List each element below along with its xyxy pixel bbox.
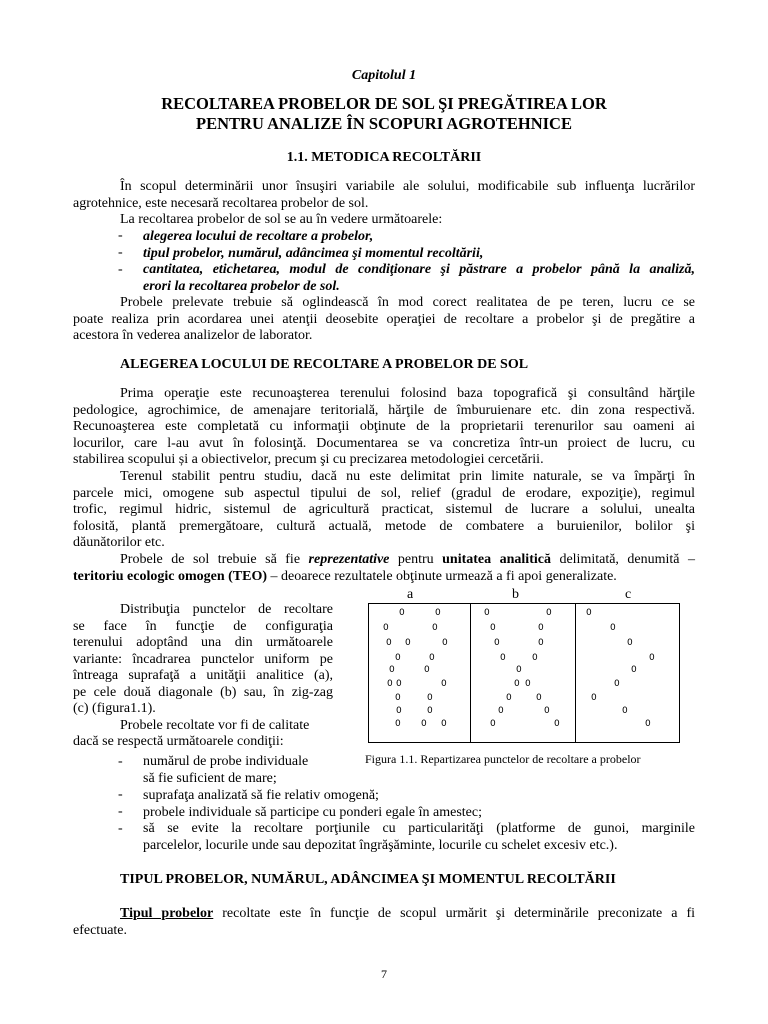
- text-run: pentru: [389, 552, 443, 567]
- emphasis-unitatea-analitica: unitatea analitică: [442, 552, 551, 567]
- sampling-point: 0: [645, 719, 651, 729]
- list-item: suprafaţa analizată să fie relativ omogenă;: [143, 788, 379, 803]
- sampling-point: 0: [484, 608, 490, 618]
- prima-paragraph: [73, 386, 695, 469]
- text-line: pe cele două diagonale (b) sau, în zig-zag: [73, 684, 333, 700]
- sampling-point: 0: [514, 679, 520, 689]
- list-dash: -: [118, 754, 123, 769]
- list-item: să se evite la recoltare porţiunile cu particularităţi (platforme de gunoi, marginile: [143, 821, 695, 836]
- text-line: terenului adoptând una din următoarele: [73, 635, 333, 650]
- chapter-title-line1: RECOLTAREA PROBELOR DE SOL ŞI PREGĂTIREA LOR: [161, 94, 607, 113]
- list-dash: -: [118, 804, 123, 819]
- list-dash: -: [118, 262, 123, 277]
- distribution-paragraph: [73, 602, 333, 751]
- text-line: pedologice, agrochimice, de amenajare teritorială, hărţile de îmburuienare etc. din zona respectivă.: [73, 402, 695, 418]
- chapter-label: Capitolul 1: [351, 68, 417, 83]
- emphasis-reprezentative: reprezentative: [308, 552, 390, 567]
- page-number: 7: [381, 967, 387, 981]
- text-line: Probele recoltate vor fi de calitate: [120, 717, 310, 733]
- text-line: folosită, plantă premergătoare, cultură actuală, metode de combatere a buruienilor, bolilor şi: [73, 518, 695, 534]
- sampling-point: 0: [427, 706, 433, 716]
- list-dash: -: [118, 245, 123, 260]
- figure-label-b: b: [512, 587, 519, 602]
- sampling-point: 0: [591, 693, 597, 703]
- sampling-point: 0: [532, 653, 538, 663]
- sampling-point: 0: [389, 665, 395, 675]
- sampling-point: 0: [427, 693, 433, 703]
- text-line: trofic, regimul hidric, sistemul de agricultură practicat, sistemul de lucrare a solului, unealta: [73, 502, 695, 517]
- sampling-point: 0: [395, 719, 401, 729]
- text-line: În scopul determinării unor însuşiri variabile ale solului, modificabile sub influenţa lucrărilor: [120, 179, 695, 194]
- sampling-point: 0: [536, 693, 542, 703]
- text-line: acestora în vederea analizelor de laborator.: [73, 328, 313, 343]
- text-line: [73, 569, 695, 586]
- text-line: agrotehnice, este necesară recoltarea probelor de sol.: [73, 195, 369, 211]
- sampling-point: 0: [383, 623, 389, 633]
- text-run: delimitată, denumită –: [550, 552, 695, 567]
- sampling-point: 0: [631, 665, 637, 675]
- sampling-point: 0: [429, 653, 435, 663]
- tipul-paragraph: [73, 906, 695, 939]
- sampling-point: 0: [396, 706, 402, 716]
- sampling-point: 0: [506, 693, 512, 703]
- sampling-point: 0: [396, 679, 402, 689]
- list-item: cantitatea, etichetarea, modul de condiţionare şi păstrare a probelor până la analiză,: [143, 262, 695, 277]
- text-line: dăunătorilor etc.: [73, 535, 165, 550]
- probe-paragraph: [73, 295, 695, 345]
- figure-divider: [470, 604, 471, 742]
- text-line: [73, 552, 695, 569]
- text-line: dacă se respectă următoarele condiţii:: [73, 734, 284, 749]
- sampling-point: 0: [554, 719, 560, 729]
- list-item: parcelelor, locurile unde sau depozitat îngrăşăminte, locurile cu schelet excesiv etc.).: [143, 838, 618, 853]
- emphasis-tipul-probelor: Tipul probelor: [120, 906, 214, 921]
- sampling-point: 0: [649, 653, 655, 663]
- text-line: Distribuţia punctelor de recoltare: [120, 602, 333, 617]
- text-line: locurilor, care l-au avut în folosinţă. Documentarea se va concretiza într-un proiect de lucru, cu: [73, 435, 695, 451]
- sampling-point: 0: [622, 706, 628, 716]
- figure-divider: [575, 604, 576, 742]
- text-line: Prima operaţie este recunoaşterea terenului folosind baza topografică şi consultând hărţile: [120, 386, 695, 401]
- intro-paragraph: [73, 179, 695, 229]
- text-line: stabilirea scopului și a obiectivelor, precum şi cu precizarea metodologiei cercetării.: [73, 452, 544, 467]
- sampling-point: 0: [435, 608, 441, 618]
- list-item: alegerea locului de recoltare a probelor,: [143, 229, 374, 244]
- figure-caption: Figura 1.1. Repartizarea punctelor de recoltare a probelor: [365, 752, 641, 766]
- sampling-point: 0: [421, 719, 427, 729]
- sampling-point: 0: [614, 679, 620, 689]
- list-dash: -: [118, 821, 123, 836]
- sampling-point: 0: [395, 693, 401, 703]
- sampling-point: 0: [544, 706, 550, 716]
- sampling-point: 0: [386, 638, 392, 648]
- list-item: tipul probelor, numărul, adâncimea şi momentul recoltării,: [143, 246, 484, 261]
- list-item: numărul de probe individuale: [143, 754, 309, 769]
- text-run: Probele de sol trebuie să fie: [120, 552, 309, 567]
- list-item: probele individuale să participe cu ponderi egale în amestec;: [143, 805, 482, 820]
- reprezentative-paragraph: [73, 552, 695, 585]
- section-heading-metodica: 1.1. METODICA RECOLTĂRII: [286, 150, 482, 165]
- sampling-point: 0: [490, 719, 496, 729]
- sampling-point: 0: [627, 638, 633, 648]
- sampling-point: 0: [490, 623, 496, 633]
- text-line: poate realiza prin acordarea unei atenţii deosebite operaţiei de recoltare a probelor şi de pregătire a: [73, 311, 695, 327]
- emphasis-teo: teritoriu ecologic omogen (TEO): [73, 568, 268, 584]
- sampling-point: 0: [610, 623, 616, 633]
- sampling-point: 0: [424, 665, 430, 675]
- section-heading-alegerea: ALEGEREA LOCULUI DE RECOLTARE A PROBELOR DE SOL: [120, 357, 529, 372]
- sampling-point: 0: [586, 608, 592, 618]
- text-line: se face în funcţie de configuraţia: [73, 618, 333, 634]
- sampling-point: 0: [525, 679, 531, 689]
- text-line: La recoltarea probelor de sol se au în vedere următoarele:: [120, 212, 443, 227]
- section-heading-tipul: TIPUL PROBELOR, NUMĂRUL, ADÂNCIMEA ŞI MOMENTUL RECOLTĂRII: [120, 872, 616, 887]
- sampling-point: 0: [538, 638, 544, 648]
- sampling-point: 0: [405, 638, 411, 648]
- text-line: Terenul stabilit pentru studiu, dacă nu este delimitat prin limite naturale, se va împărţi în: [120, 469, 695, 484]
- text-run: recoltate este în funcţie de scopul urmărit şi determinările preconizate a fi: [213, 906, 695, 921]
- sampling-point: 0: [442, 638, 448, 648]
- sampling-point: 0: [395, 653, 401, 663]
- text-run: – deoarece rezultatele obţinute urmează a fi apoi generalizate.: [267, 568, 617, 584]
- text-line: Probele prelevate trebuie să oglindească în mod corect realitatea de pe teren, lucru ce se: [120, 295, 695, 310]
- sampling-point: 0: [494, 638, 500, 648]
- figure-label-a: a: [407, 587, 414, 602]
- terenul-paragraph: [73, 469, 695, 552]
- text-line: Recunoaşterea este completată cu informaţii obţinute de la proprietarii terenurilor sau oameni ai: [73, 419, 695, 434]
- sampling-point: 0: [399, 608, 405, 618]
- sampling-point: 0: [441, 679, 447, 689]
- text-line: efectuate.: [73, 922, 128, 938]
- list-item: să fie suficient de mare;: [143, 771, 277, 786]
- sampling-point: 0: [432, 623, 438, 633]
- text-line: variante: încadrarea punctelor uniform pe: [73, 651, 333, 667]
- sampling-point: 0: [538, 623, 544, 633]
- sampling-point: 0: [387, 679, 393, 689]
- chapter-title: [100, 94, 668, 134]
- sampling-point: 0: [516, 665, 522, 675]
- figure-label-c: c: [625, 587, 632, 602]
- list-item: erori la recoltarea probelor de sol.: [143, 279, 340, 294]
- list-dash: -: [118, 228, 123, 243]
- text-line: [73, 906, 695, 923]
- text-line: (c) (figura1.1).: [73, 701, 156, 716]
- sampling-point: 0: [500, 653, 506, 663]
- sampling-points-figure: [368, 603, 680, 743]
- list-dash: -: [118, 787, 123, 802]
- chapter-title-line2: PENTRU ANALIZE ÎN SCOPURI AGROTEHNICE: [196, 114, 572, 133]
- text-line: întreaga suprafaţă a unităţii analitice (a),: [73, 668, 333, 683]
- sampling-point: 0: [441, 719, 447, 729]
- sampling-point: 0: [498, 706, 504, 716]
- text-line: parcele mici, omogene sub aspectul tipului de sol, relief (gradul de erodare, expoziţie), regimul: [73, 485, 695, 501]
- sampling-point: 0: [546, 608, 552, 618]
